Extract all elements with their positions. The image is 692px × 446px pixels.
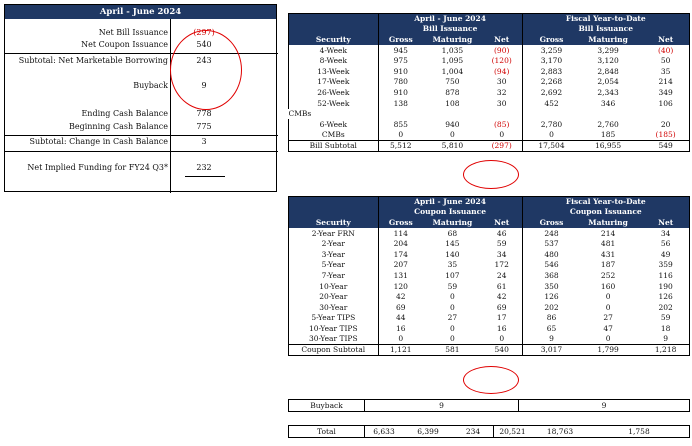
total-row <box>288 425 690 438</box>
coupon-subtotal-gross: 1,121 <box>378 345 423 356</box>
row-net: 34 <box>496 249 507 259</box>
row-gross: 780 <box>378 77 423 88</box>
row-maturing: 0 <box>450 130 455 140</box>
bill-fy-subtitle: Bill Issuance <box>522 24 689 35</box>
table-row <box>289 271 690 282</box>
bill-subtotal-fy-net: 549 <box>642 141 689 152</box>
row-fy-maturing: 3,120 <box>597 56 619 66</box>
row-fy-maturing: 214 <box>600 228 616 238</box>
table-row <box>289 260 690 271</box>
row-security: 26-Week <box>289 88 379 99</box>
bill-period-subtitle: Bill Issuance <box>378 24 522 35</box>
table-row <box>289 334 690 345</box>
row-fy-gross: 452 <box>544 98 559 108</box>
total-gross: 6,633 <box>373 427 395 436</box>
row-fy-maturing: 0 <box>605 334 611 344</box>
row-security: 3-Year <box>289 249 379 260</box>
row-fy-net: 49 <box>642 249 689 260</box>
col-fy-maturing: Maturing <box>574 218 642 229</box>
summary-value: 3 <box>201 137 207 146</box>
cmbs-section-label <box>289 109 690 120</box>
highlight-circle-bill-subtotal <box>463 160 519 189</box>
row-maturing: 108 <box>445 98 460 108</box>
coupon-period-title: April - June 2024 <box>378 197 522 208</box>
row-net: 69 <box>496 302 507 312</box>
row-net: 16 <box>496 323 507 333</box>
row-fy-net: 20 <box>642 119 689 130</box>
row-fy-maturing: 47 <box>603 323 613 333</box>
total-fy-maturing: 18,763 <box>546 427 574 436</box>
row-maturing: 35 <box>447 260 458 270</box>
table-row <box>289 292 690 303</box>
col-fy-gross: Gross <box>529 35 574 46</box>
bill-subtotal-gross: 5,512 <box>378 141 423 152</box>
col-net: Net <box>482 35 522 46</box>
summary-label: Net Coupon Issuance <box>81 40 168 49</box>
summary-value: 778 <box>196 109 212 118</box>
row-fy-net: (40) <box>642 45 689 56</box>
summary-title: April - June 2024 <box>5 5 276 19</box>
cmbs-label: CMBs <box>288 109 312 119</box>
row-fy-gross: 202 <box>544 302 559 312</box>
bill-subtotal-fy-maturing: 16,955 <box>574 141 642 152</box>
row-security: 2-Year FRN <box>289 228 379 239</box>
row-maturing: 145 <box>445 239 460 249</box>
row-fy-gross: 2,780 <box>540 119 563 129</box>
row-fy-maturing: 0 <box>605 302 611 312</box>
row-fy-gross: 368 <box>544 270 559 280</box>
row-fy-maturing: 2,760 <box>597 119 619 129</box>
row-security: 6-Week <box>289 119 379 130</box>
row-fy-net: 59 <box>642 313 689 324</box>
row-maturing: 107 <box>445 270 460 280</box>
row-fy-maturing: 27 <box>603 313 613 323</box>
summary-label: Subtotal: Change in Cash Balance <box>29 137 168 146</box>
table-row <box>289 45 690 56</box>
row-net: (90) <box>494 45 510 55</box>
col-fy-maturing: Maturing <box>574 35 642 46</box>
row-security: 5-Year <box>289 260 379 271</box>
row-fy-gross: 3,170 <box>540 56 563 66</box>
row-net: 172 <box>494 260 509 270</box>
summary-underline <box>185 176 225 177</box>
row-fy-net: (185) <box>642 130 689 141</box>
summary-value: 243 <box>196 56 212 65</box>
col-gross: Gross <box>378 35 423 46</box>
row-fy-net: 106 <box>642 98 689 109</box>
row-security: 10-Year TIPS <box>289 324 379 335</box>
table-row <box>289 119 690 130</box>
row-gross: 138 <box>378 98 423 109</box>
row-maturing: 878 <box>445 87 460 97</box>
row-net: 0 <box>499 130 505 140</box>
row-fy-maturing: 0 <box>605 292 611 302</box>
summary-label: Net Bill Issuance <box>98 28 168 37</box>
row-net: 59 <box>496 239 507 249</box>
row-fy-net: 190 <box>642 281 689 292</box>
table-row <box>289 98 690 109</box>
col-fy-net: Net <box>642 218 689 229</box>
row-fy-gross: 2,692 <box>540 87 563 97</box>
summary-row-net-bill <box>5 28 276 40</box>
row-gross: 120 <box>378 281 423 292</box>
col-net: Net <box>482 218 522 229</box>
row-gross: 204 <box>378 239 423 250</box>
summary-rule <box>5 135 278 136</box>
summary-label: Buyback <box>133 81 168 90</box>
row-fy-gross: 86 <box>546 313 557 323</box>
row-net: 46 <box>496 228 507 238</box>
row-fy-gross: 9 <box>549 334 554 344</box>
highlight-circle-summary <box>170 30 242 110</box>
summary-value: 540 <box>196 40 212 49</box>
row-fy-gross: 546 <box>544 260 559 270</box>
row-maturing: 0 <box>450 323 455 333</box>
table-row <box>289 313 690 324</box>
coupon-header-blank <box>289 207 379 218</box>
bill-subtotal-maturing: 5,810 <box>423 141 482 152</box>
buyback-row <box>288 399 690 412</box>
summary-label: Beginning Cash Balance <box>68 122 168 131</box>
summary-row-ending-cash <box>5 109 276 121</box>
row-fy-net: 18 <box>642 324 689 335</box>
coupon-subtotal-fy-net: 1,218 <box>642 345 689 356</box>
table-row <box>289 66 690 77</box>
summary-value: (297) <box>193 28 215 37</box>
bill-fy-title: Fiscal Year-to-Date <box>522 14 689 25</box>
row-fy-gross: 3,259 <box>540 45 563 55</box>
row-fy-net: 56 <box>642 239 689 250</box>
table-row <box>289 88 690 99</box>
row-maturing: 1,035 <box>441 45 464 55</box>
row-fy-gross: 2,883 <box>540 66 563 76</box>
table-row <box>289 249 690 260</box>
col-maturing: Maturing <box>423 35 482 46</box>
table-row <box>289 130 690 141</box>
summary-rule <box>5 151 278 152</box>
row-fy-net: 35 <box>642 66 689 77</box>
summary-label: Ending Cash Balance <box>81 109 168 118</box>
bill-header-blank <box>289 24 379 35</box>
row-gross: 207 <box>378 260 423 271</box>
coupon-issuance-table <box>288 196 690 356</box>
coupon-period-subtitle: Coupon Issuance <box>378 207 522 218</box>
table-row <box>289 77 690 88</box>
row-gross: 855 <box>378 119 423 130</box>
row-fy-maturing: 2,054 <box>597 77 619 87</box>
row-fy-maturing: 2,343 <box>597 87 619 97</box>
row-gross: 16 <box>378 324 423 335</box>
row-maturing: 0 <box>450 302 455 312</box>
row-maturing: 1,004 <box>441 66 464 76</box>
row-fy-maturing: 2,848 <box>597 66 619 76</box>
row-gross: 42 <box>378 292 423 303</box>
total-fy-gross: 20,521 <box>493 426 531 437</box>
row-fy-gross: 126 <box>544 292 559 302</box>
row-maturing: 750 <box>445 77 460 87</box>
summary-label: Subtotal: Net Marketable Borrowing <box>18 56 168 65</box>
summary-value: 775 <box>196 122 212 131</box>
col-gross: Gross <box>378 218 423 229</box>
table-row <box>289 56 690 67</box>
row-net: 17 <box>496 313 507 323</box>
row-net: 24 <box>496 270 507 280</box>
row-gross: 0 <box>378 334 423 345</box>
table-row <box>289 239 690 250</box>
bill-subtotal-net: (297) <box>482 141 522 152</box>
row-maturing: 59 <box>447 281 458 291</box>
coupon-subtotal-label: Coupon Subtotal <box>289 345 379 356</box>
row-security: 5-Year TIPS <box>289 313 379 324</box>
row-fy-net: 349 <box>642 88 689 99</box>
total-net: 234 <box>465 427 481 436</box>
row-fy-gross: 2,268 <box>540 77 563 87</box>
row-fy-maturing: 481 <box>600 239 616 249</box>
row-net: (94) <box>494 66 510 76</box>
bill-subtotal-label: Bill Subtotal <box>289 141 379 152</box>
buyback-label: Buyback <box>289 400 365 411</box>
row-net: 61 <box>496 281 507 291</box>
row-gross: 910 <box>378 66 423 77</box>
bill-header-blank <box>289 14 379 25</box>
row-fy-maturing: 160 <box>600 281 616 291</box>
row-fy-maturing: 3,299 <box>597 45 619 55</box>
row-maturing: 140 <box>445 249 460 259</box>
row-net: (85) <box>494 119 510 129</box>
coupon-fy-title: Fiscal Year-to-Date <box>522 197 689 208</box>
row-gross: 131 <box>378 271 423 282</box>
highlight-circle-coupon-subtotal <box>463 366 519 394</box>
row-security: 20-Year <box>289 292 379 303</box>
row-gross: 69 <box>378 302 423 313</box>
row-fy-net: 214 <box>642 77 689 88</box>
col-maturing: Maturing <box>423 218 482 229</box>
row-gross: 945 <box>378 45 423 56</box>
row-fy-maturing: 252 <box>600 270 616 280</box>
row-maturing: 68 <box>447 228 458 238</box>
coupon-fy-subtitle: Coupon Issuance <box>522 207 689 218</box>
row-security: 17-Week <box>289 77 379 88</box>
col-fy-gross: Gross <box>529 218 574 229</box>
row-security: 4-Week <box>289 45 379 56</box>
row-gross: 44 <box>378 313 423 324</box>
row-net: 0 <box>499 334 505 344</box>
coupon-header-blank <box>289 197 379 208</box>
row-security: 52-Week <box>289 98 379 109</box>
bill-subtotal-fy-gross: 17,504 <box>529 141 574 152</box>
coupon-subtotal-net: 540 <box>482 345 522 356</box>
row-net: 42 <box>496 292 507 302</box>
row-fy-gross: 480 <box>544 249 559 259</box>
total-label: Total <box>289 426 365 437</box>
row-security: 2-Year <box>289 239 379 250</box>
summary-row-change-cash <box>5 137 276 149</box>
row-security: 13-Week <box>289 66 379 77</box>
row-fy-gross: 350 <box>544 281 559 291</box>
row-maturing: 0 <box>450 334 455 344</box>
col-security: Security <box>289 35 379 46</box>
table-row <box>289 302 690 313</box>
table-row <box>289 228 690 239</box>
summary-value: 9 <box>201 81 207 90</box>
row-net: 30 <box>496 77 507 87</box>
row-fy-net: 50 <box>642 56 689 67</box>
row-security: CMBs <box>289 130 379 141</box>
row-security: 30-Year <box>289 302 379 313</box>
buyback-fy-value: 9 <box>601 401 607 410</box>
coupon-subtotal-row <box>289 345 690 356</box>
row-gross: 174 <box>378 249 423 260</box>
row-security: 7-Year <box>289 271 379 282</box>
total-maturing: 6,399 <box>417 427 439 436</box>
row-fy-gross: 65 <box>546 323 557 333</box>
bill-subtotal-row <box>289 141 690 152</box>
row-security: 30-Year TIPS <box>289 334 379 345</box>
total-fy-net: 1,758 <box>628 427 650 436</box>
row-fy-maturing: 187 <box>600 260 616 270</box>
row-maturing: 0 <box>450 292 455 302</box>
summary-label: Net Implied Funding for FY24 Q3* <box>27 163 168 172</box>
row-fy-net: 9 <box>642 334 689 345</box>
bill-issuance-table <box>288 13 690 152</box>
row-gross: 114 <box>378 228 423 239</box>
row-fy-maturing: 346 <box>600 98 616 108</box>
col-security: Security <box>289 218 379 229</box>
buyback-period-value: 9 <box>365 400 519 411</box>
row-security: 8-Week <box>289 56 379 67</box>
row-fy-net: 116 <box>642 271 689 282</box>
table-row <box>289 324 690 335</box>
row-fy-maturing: 431 <box>600 249 616 259</box>
summary-row-net-implied <box>5 163 276 175</box>
summary-row-beginning-cash <box>5 122 276 134</box>
row-fy-gross: 0 <box>549 130 554 140</box>
row-fy-net: 126 <box>642 292 689 303</box>
row-fy-net: 34 <box>642 228 689 239</box>
bill-period-title: April - June 2024 <box>378 14 522 25</box>
row-fy-maturing: 185 <box>600 130 616 140</box>
col-fy-net: Net <box>642 35 689 46</box>
row-maturing: 27 <box>447 313 458 323</box>
row-gross: 975 <box>378 56 423 67</box>
row-maturing: 940 <box>445 119 460 129</box>
row-net: 32 <box>496 87 507 97</box>
row-gross: 0 <box>378 130 423 141</box>
row-maturing: 1,095 <box>441 56 464 66</box>
row-fy-net: 359 <box>642 260 689 271</box>
coupon-subtotal-maturing: 581 <box>423 345 482 356</box>
summary-panel <box>4 4 277 192</box>
table-row <box>289 281 690 292</box>
row-fy-net: 202 <box>642 302 689 313</box>
row-fy-gross: 248 <box>544 228 559 238</box>
coupon-subtotal-fy-gross: 3,017 <box>529 345 574 356</box>
row-net: 30 <box>496 98 507 108</box>
row-security: 10-Year <box>289 281 379 292</box>
summary-value: 232 <box>196 163 212 172</box>
row-fy-gross: 537 <box>544 239 559 249</box>
row-net: (120) <box>491 56 512 66</box>
coupon-subtotal-fy-maturing: 1,799 <box>574 345 642 356</box>
row-gross: 910 <box>378 88 423 99</box>
